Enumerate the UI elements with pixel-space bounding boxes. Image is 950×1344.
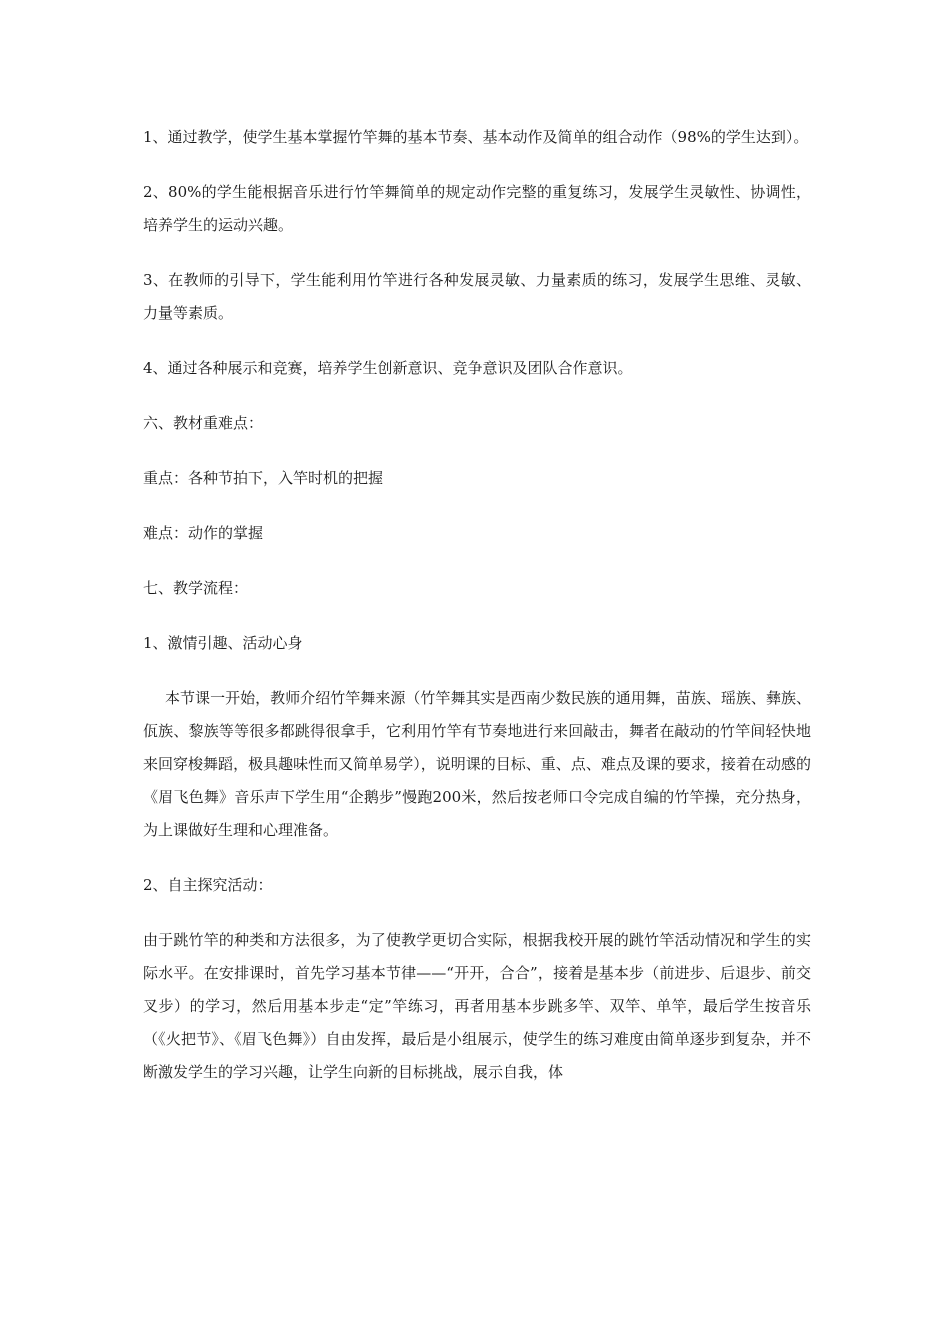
difficult-point: 难点：动作的掌握 [143, 524, 264, 542]
key-point: 重点：各种节拍下，入竿时机的把握 [143, 469, 384, 487]
section-heading-teaching-process: 七、教学流程： [143, 579, 249, 597]
step-2-body: 由于跳竹竿的种类和方法很多，为了使教学更切合实际，根据我校开展的跳竹竿活动情况和学生的实际水平。在安排课时，首先学习基本节律——“开开，合合”，接着是基本步（前进步、后退步、前交叉步）的学习，然后用基本步走“定”竿练习，再者用基本步跳多竿、双竿、单竿，最后学生按音乐（《火把节》、《眉飞色舞》）自由发挥，最后是小组展示，使学生的练习难度由简单逐步到复杂，并不断激发学生的学习兴趣，让学生向新的目标挑战，展示自我，体 [143, 931, 811, 1081]
objective-3: 3、在教师的引导下，学生能利用竹竿进行各种发展灵敏、力量素质的练习，发展学生思维、灵敏、力量等素质。 [143, 271, 811, 322]
step-heading-2: 2、自主探究活动： [143, 876, 273, 894]
objective-2: 2、80%的学生能根据音乐进行竹竿舞简单的规定动作完整的重复练习，发展学生灵敏性、协调性，培养学生的运动兴趣。 [143, 183, 811, 234]
document-body [143, 121, 811, 1111]
objective-4: 4、通过各种展示和竞赛，培养学生创新意识、竞争意识及团队合作意识。 [143, 359, 633, 377]
section-heading-key-points: 六、教材重难点： [143, 414, 264, 432]
step-1-body: 本节课一开始，教师介绍竹竿舞来源（竹竿舞其实是西南少数民族的通用舞，苗族、瑶族、彝族、佤族、黎族等等很多都跳得很拿手，它利用竹竿有节奏地进行来回敲击，舞者在敲动的竹竿间轻快地来回穿梭舞蹈，极具趣味性而又简单易学），说明课的目标、重、点、难点及课的要求，接着在动感的《眉飞色舞》音乐声下学生用“企鹅步”慢跑200米，然后按老师口令完成自编的竹竿操，充分热身，为上课做好生理和心理准备。 [143, 689, 811, 839]
objective-1: 1、通过教学，使学生基本掌握竹竿舞的基本节奏、基本动作及简单的组合动作（98%的学生达到）。 [143, 128, 809, 146]
step-heading-1: 1、激情引趣、活动心身 [143, 634, 303, 652]
